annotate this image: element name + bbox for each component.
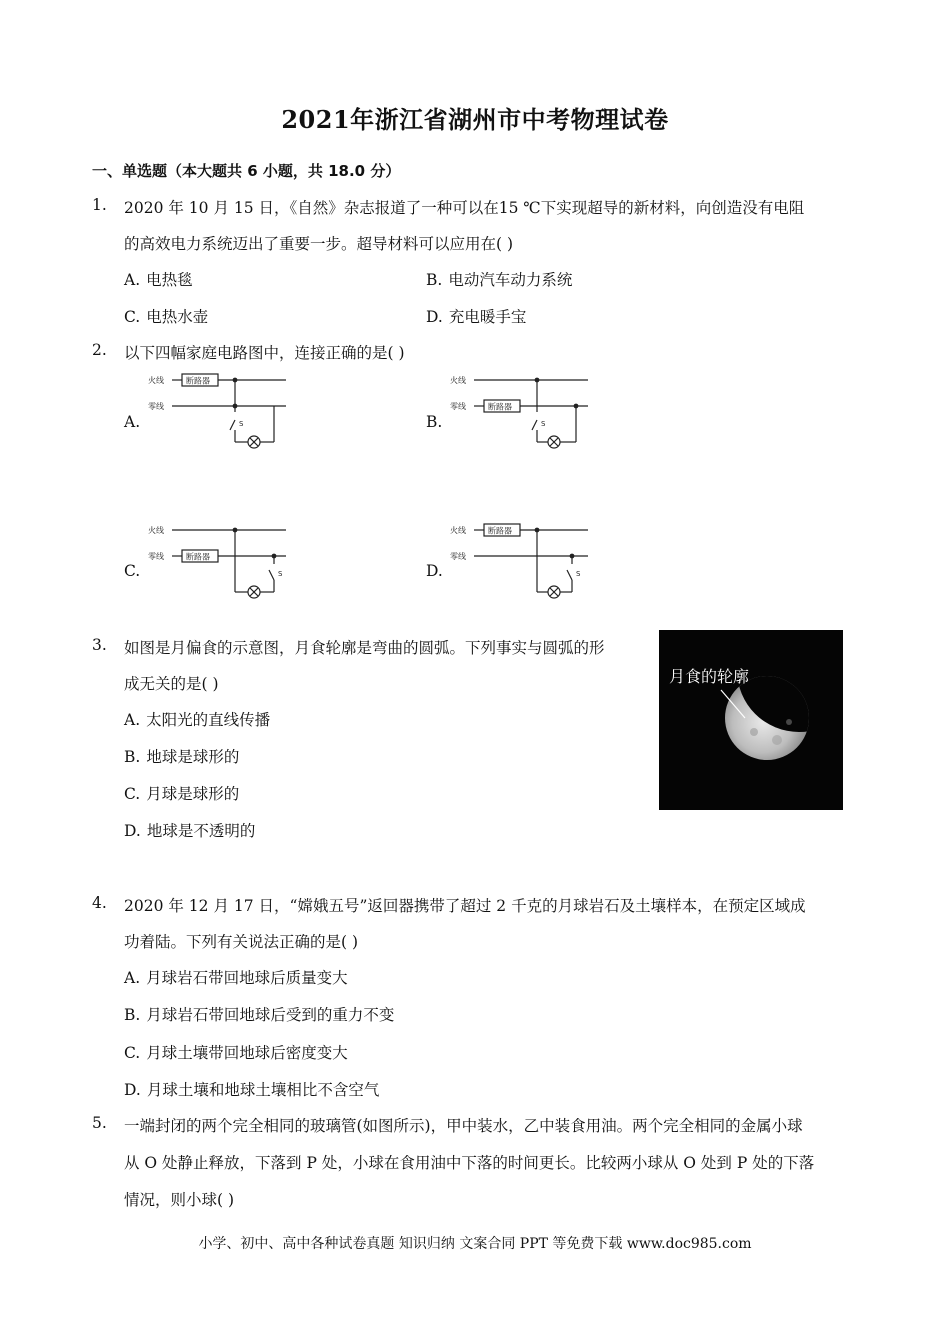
neutral-wire-label: 零线: [450, 402, 466, 411]
option-3b[interactable]: [124, 745, 239, 767]
breaker-label: 断路器: [488, 526, 512, 536]
page-title: 2021年浙江省湖州市中考物理试卷: [281, 105, 669, 134]
option-1a[interactable]: [124, 268, 193, 290]
question-text-line: 情况，则小球( ): [124, 1191, 235, 1209]
breaker-label: 断路器: [488, 402, 512, 412]
option-letter: D.: [124, 1081, 141, 1099]
option-2d[interactable]: [426, 562, 443, 580]
option-letter: D.: [124, 822, 141, 840]
switch-label: S: [576, 570, 581, 578]
option-letter: C.: [124, 785, 141, 803]
question-text-line: 成无关的是( ): [124, 675, 219, 693]
question-text-line: 2020 年 12 月 17 日，“嫦娥五号”返回器携带了超过 2 千克的月球岩石及土壤样本，在预定区域成: [124, 897, 806, 915]
option-4d[interactable]: [124, 1078, 379, 1100]
option-letter: B.: [124, 1006, 141, 1024]
question-text-line: 如图是月偏食的示意图，月食轮廓是弯曲的圆弧。下列事实与圆弧的形: [124, 639, 605, 657]
option-text: 月球是球形的: [146, 785, 240, 803]
option-letter: C.: [124, 308, 141, 326]
option-2b[interactable]: [426, 413, 442, 431]
option-2c[interactable]: [124, 562, 140, 580]
option-letter: C.: [124, 562, 141, 580]
option-letter: B.: [124, 748, 141, 766]
option-1c[interactable]: [124, 305, 208, 327]
switch-label: S: [239, 420, 244, 428]
question-number: 3.: [92, 636, 107, 654]
option-letter: A.: [124, 969, 141, 987]
eclipse-outline-label: 月食的轮廓: [669, 667, 750, 686]
option-3d[interactable]: [124, 819, 255, 841]
option-text: 月球岩石带回地球后质量变大: [146, 969, 348, 987]
option-text: 月球土壤带回地球后密度变大: [146, 1044, 348, 1062]
circuit-diagram-a: [146, 370, 291, 452]
option-letter: D.: [426, 308, 443, 326]
neutral-wire-label: 零线: [148, 552, 164, 561]
option-letter: A.: [124, 711, 141, 729]
live-wire-label: 火线: [148, 376, 164, 385]
option-2a[interactable]: [124, 413, 140, 431]
option-letter: B.: [426, 413, 443, 431]
option-3c[interactable]: [124, 782, 239, 804]
switch-label: S: [541, 420, 546, 428]
page-footer: 小学、初中、高中各种试卷真题 知识归纳 文案合同 PPT 等免费下载 www.doc985.com: [198, 1236, 752, 1252]
option-text: 太阳光的直线传播: [146, 711, 271, 729]
live-wire-label: 火线: [148, 526, 164, 535]
option-text: 电热水壶: [146, 308, 209, 326]
option-letter: A.: [124, 271, 141, 289]
neutral-wire-label: 零线: [450, 552, 466, 561]
option-4c[interactable]: [124, 1041, 348, 1063]
live-wire-label: 火线: [450, 376, 466, 385]
switch-label: S: [278, 570, 283, 578]
question-number: 1.: [92, 196, 107, 214]
option-letter: A.: [124, 413, 141, 431]
question-number: 4.: [92, 894, 107, 912]
moon-icon: [659, 630, 843, 810]
question-text-line: 从 O 处静止释放，下落到 P 处，小球在食用油中下落的时间更长。比较两小球从 O 处到 P 处的下落: [124, 1154, 815, 1172]
option-1d[interactable]: [426, 305, 526, 327]
option-text: 地球是不透明的: [146, 822, 256, 840]
circuit-diagram-d: [448, 520, 593, 602]
question-text-line: 一端封闭的两个完全相同的玻璃管(如图所示)，甲中装水，乙中装食用油。两个完全相同的金属小球: [124, 1117, 803, 1135]
question-text-line: 2020 年 10 月 15 日，《自然》杂志报道了一种可以在15 ℃下实现超导的新材料，向创造没有电阻: [124, 199, 805, 217]
question-text-line: 以下四幅家庭电路图中，连接正确的是( ): [124, 344, 405, 362]
option-text: 电动汽车动力系统: [448, 271, 573, 289]
option-text: 电热毯: [146, 271, 193, 289]
circuit-diagram-c: [146, 520, 291, 602]
option-4a[interactable]: [124, 966, 348, 988]
neutral-wire-label: 零线: [148, 402, 164, 411]
option-3a[interactable]: [124, 708, 270, 730]
question-number: 2.: [92, 341, 107, 359]
option-1b[interactable]: [426, 268, 572, 290]
circuit-diagram-b: [448, 370, 593, 452]
section-heading: 一、单选题（本大题共 6 小题，共 18.0 分）: [92, 162, 401, 180]
option-4b[interactable]: [124, 1003, 394, 1025]
live-wire-label: 火线: [450, 526, 466, 535]
question-text-line: 功着陆。下列有关说法正确的是( ): [124, 933, 359, 951]
option-letter: C.: [124, 1044, 141, 1062]
option-letter: B.: [426, 271, 443, 289]
breaker-label: 断路器: [186, 552, 210, 562]
question-number: 5.: [92, 1114, 107, 1132]
lunar-eclipse-image: [659, 630, 843, 810]
option-text: 月球岩石带回地球后受到的重力不变: [146, 1006, 395, 1024]
option-text: 地球是球形的: [146, 748, 240, 766]
option-text: 月球土壤和地球土壤相比不含空气: [146, 1081, 380, 1099]
breaker-label: 断路器: [186, 376, 210, 386]
option-text: 充电暖手宝: [448, 308, 527, 326]
question-text-line: 的高效电力系统迈出了重要一步。超导材料可以应用在( ): [124, 235, 514, 253]
option-letter: D.: [426, 562, 443, 580]
